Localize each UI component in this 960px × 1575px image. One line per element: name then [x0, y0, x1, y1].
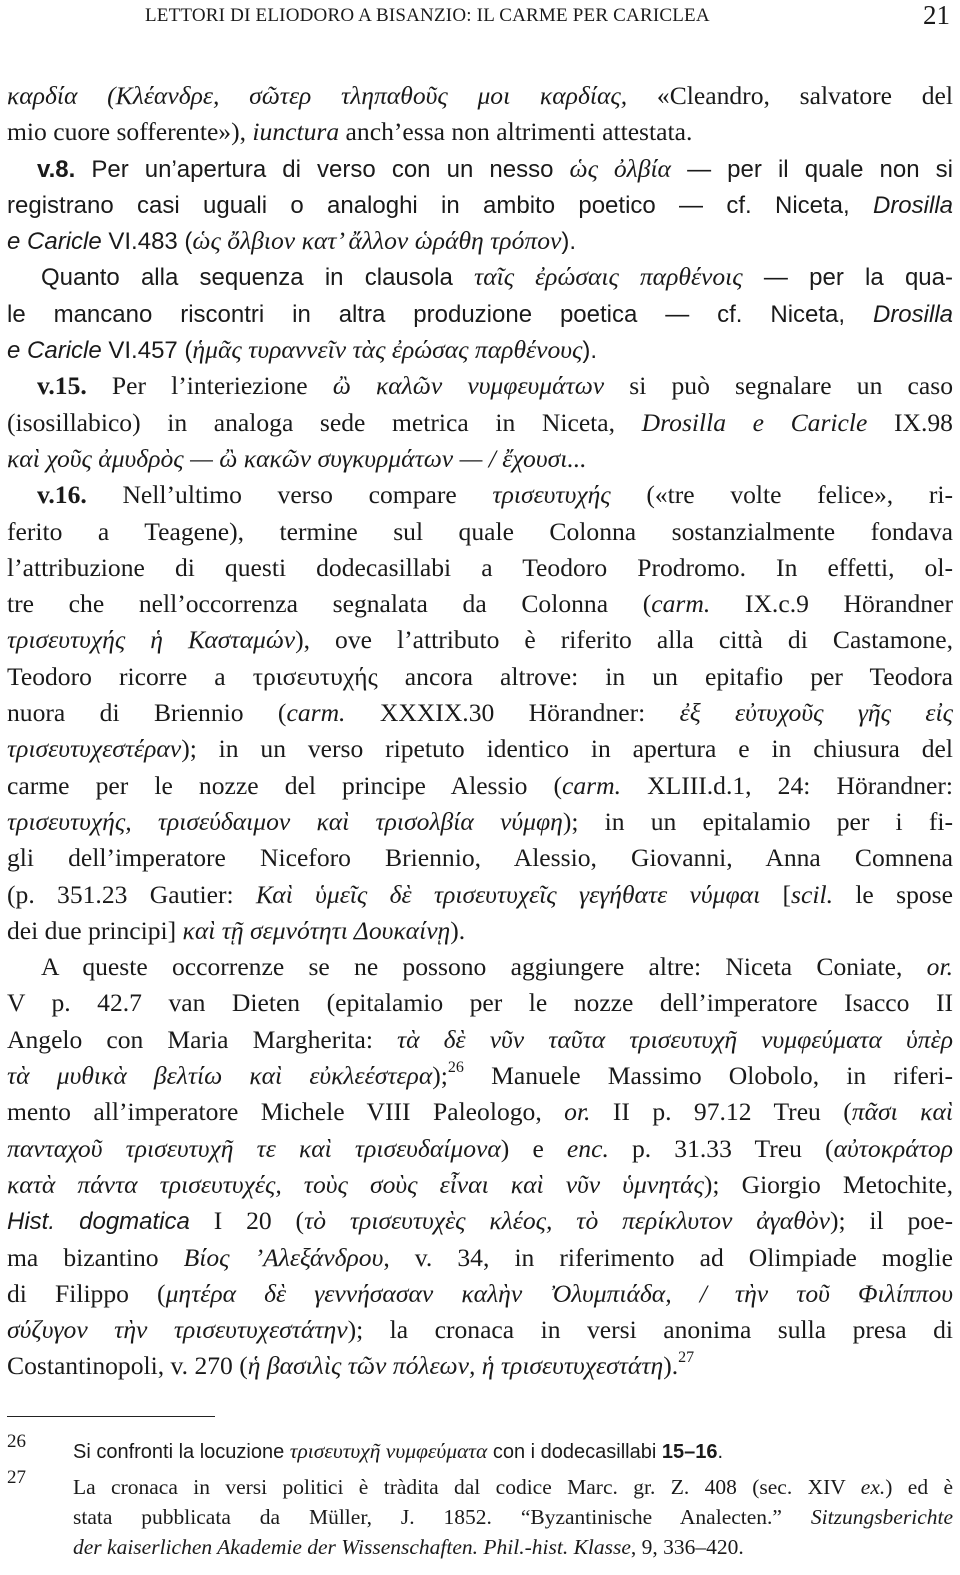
text-line: v.16. Nell’ultimo verso compare τρισευτυχής («tre volte felice», ri- [37, 480, 953, 510]
footnote-number: 26 [7, 1431, 26, 1452]
text-line: le mancano riscontri in altra produzione poetica — cf. Niceta, Drosilla [7, 300, 953, 328]
verse-ref: v.15. [37, 371, 87, 401]
text-line: mento all’imperatore Michele VIII Paleologo, or. II p. 97.12 Treu (πᾶσι καὶ [7, 1097, 954, 1127]
running-title: LETTORI DI ELIODORO A BISANZIO: IL CARME PER CARICLEA [145, 5, 710, 26]
text-line: di Filippo (μητέρα δὲ γεννήσασαν καλὴν Ὀλυμπιάδα, / τὴν τοῦ Φιλίππου [7, 1278, 953, 1308]
main-text [7, 78, 953, 1385]
text-line: κατὰ πάντα τρισευτυχές, τοὺς σοὺς εἶναι καὶ νῦν ὑμνητάς); Giorgio Metochite, [7, 1169, 953, 1199]
text-line: e Caricle VI.483 (ὡς ὄλβιον κατ’ ἄλλον ὡράθη τρόπον). [7, 226, 577, 256]
text-line: Costantinopoli, v. 270 (ἡ βασιλὶς τῶν πόλεων, ἡ τρισευτυχεστάτη).$^{27}$ [7, 1349, 695, 1381]
text-line: τρισευτυχής, τρισεύδαιμον καὶ τρισολβία νύμφη); in un epitalamio per i fi- [7, 806, 954, 836]
text-line: (isosillabico) in analoga sede metrica in Niceta, Drosilla e Caricle IX.98 [7, 407, 953, 437]
text-line: V p. 42.7 van Dieten (epitalamio per le nozze dell’imperatore Isacco II [7, 988, 953, 1018]
footnote-line: La cronaca in versi politici è tràdita dal codice Marc. gr. Z. 408 (sec. XIV ex.) ed è [73, 1475, 953, 1499]
text-line: l’attribuzione di questi dodecasillabi a Teodoro Prodromo. In effetti, ol- [7, 552, 953, 582]
text-line: Hist. dogmatica I 20 (τὸ τρισευτυχὲς κλέος, τὸ περίκλυτον ἀγαθὸν); il poe- [7, 1206, 953, 1236]
text-line: Angelo con Maria Margherita: τὰ δὲ νῦν ταῦτα τρισευτυχῆ νυμφεύματα ὑπὲρ [7, 1024, 953, 1054]
text-line: τρισευτυχεστέραν); in un verso ripetuto identico in apertura e in chiusura del [7, 734, 953, 764]
text-line: gli dell’imperatore Niceforo Briennio, Alessio, Giovanni, Anna Comnena [7, 843, 953, 873]
verse-ref: v.16. [37, 480, 87, 510]
text-line: καρδία (Κλέανδρε, σῶτερ τληπαθοῦς μοι καρδίας, «Cleandro, salvatore del [7, 81, 953, 110]
page-number: 21 [923, 0, 950, 30]
footnote-line: stata pubblicata da Müller, J. 1852. “Byzantinische Analecten.” Sitzungsberichte [73, 1505, 953, 1529]
text-line: Quanto alla sequenza in clausola ταῖς ἐρώσαις παρθένοις — per la qua- [41, 262, 953, 292]
text-line: τὰ μυθικὰ βελτίω καὶ εὐκλεέστερα);$^{26}$ Manuele Massimo Olobolo, in riferi- [7, 1059, 953, 1091]
footnote-number: 27 [7, 1467, 26, 1488]
text-line: πανταχοῦ τρισευτυχῆ τε καὶ τρισευδαίμονα) e enc. p. 31.33 Treu (αὐτοκράτορ [7, 1133, 953, 1163]
footnote-rule [7, 1416, 215, 1417]
footnote-27 [7, 1467, 953, 1562]
text-line: v.8. Per un’apertura di verso con un nesso ὡς ὀλβία — per il quale non si [37, 153, 953, 183]
text-line: τρισευτυχής ἡ Κασταμών), ove l’attributo è riferito alla città di Castamone, [7, 625, 953, 655]
text-line: σύζυγον τὴν τρισευτυχεστάτην); la cronaca in versi anonima sulla presa di [7, 1315, 953, 1345]
footnote-line: der kaiserlichen Akademie der Wissenschaften. Phil.-hist. Klasse, 9, 336–420. [73, 1535, 744, 1559]
footnote-line: Si confronti la locuzione τρισευτυχῆ νυμφεύματα con i dodecasillabi 15–16. [73, 1439, 724, 1463]
footnote-ref: 26 [447, 1059, 464, 1077]
text-line: mio cuore sofferente»), iunctura anch’essa non altrimenti attestata. [7, 117, 693, 147]
text-line: (p. 351.23 Gautier: Καὶ ὑμεῖς δὲ τρισευτυχεῖς γεγήθατε νύμφαι [scil. le spose [7, 879, 953, 909]
footnotes [7, 1431, 953, 1562]
text-line: carme per le nozze del principe Alessio (carm. XLIII.d.1, 24: Hörandner: [7, 770, 954, 800]
text-line: ferito a Teagene), termine sul quale Colonna sostanzialmente fondava [7, 516, 953, 546]
verse-ref: v.8. [37, 155, 76, 183]
text-line: registrano casi uguali o analoghi in ambito poetico — cf. Niceta, Drosilla [7, 191, 953, 219]
text-line: v.15. Per l’interiezione ὢ καλῶν νυμφευμάτων si può segnalare un caso [37, 371, 954, 401]
text-line: Teodoro ricorre a τρισευτυχής ancora altrove: in un epitafio per Teodora [7, 661, 953, 691]
text-line: e Caricle VI.457 (ἡμᾶς τυραννεῖν τὰς ἐρώσας παρθένους). [7, 335, 598, 365]
footnote-26 [7, 1431, 953, 1466]
running-header [145, 2, 950, 32]
text-line: ma bizantino Βίος ’Αλεξάνδρου, v. 34, in riferimento ad Olimpiade moglie [7, 1242, 953, 1272]
text-line: dei due principi] καὶ τῇ σεμνότητι Δουκαίνῃ). [7, 915, 466, 945]
text-line: tre che nell’occorrenza segnalata da Colonna (carm. IX.c.9 Hörandner [7, 589, 953, 619]
text-line: καὶ χοῦς ἀμυδρὸς — ὢ κακῶν συγκυρμάτων — / ἔχουσι... [7, 443, 587, 473]
text-line: nuora di Briennio (carm. XXXIX.30 Hörandner: ἐξ εὐτυχοῦς γῆς εἰς [7, 698, 953, 728]
text-line: A queste occorrenze se ne possono aggiungere altre: Niceta Coniate, or. [41, 952, 953, 982]
footnote-ref: 27 [678, 1349, 695, 1367]
